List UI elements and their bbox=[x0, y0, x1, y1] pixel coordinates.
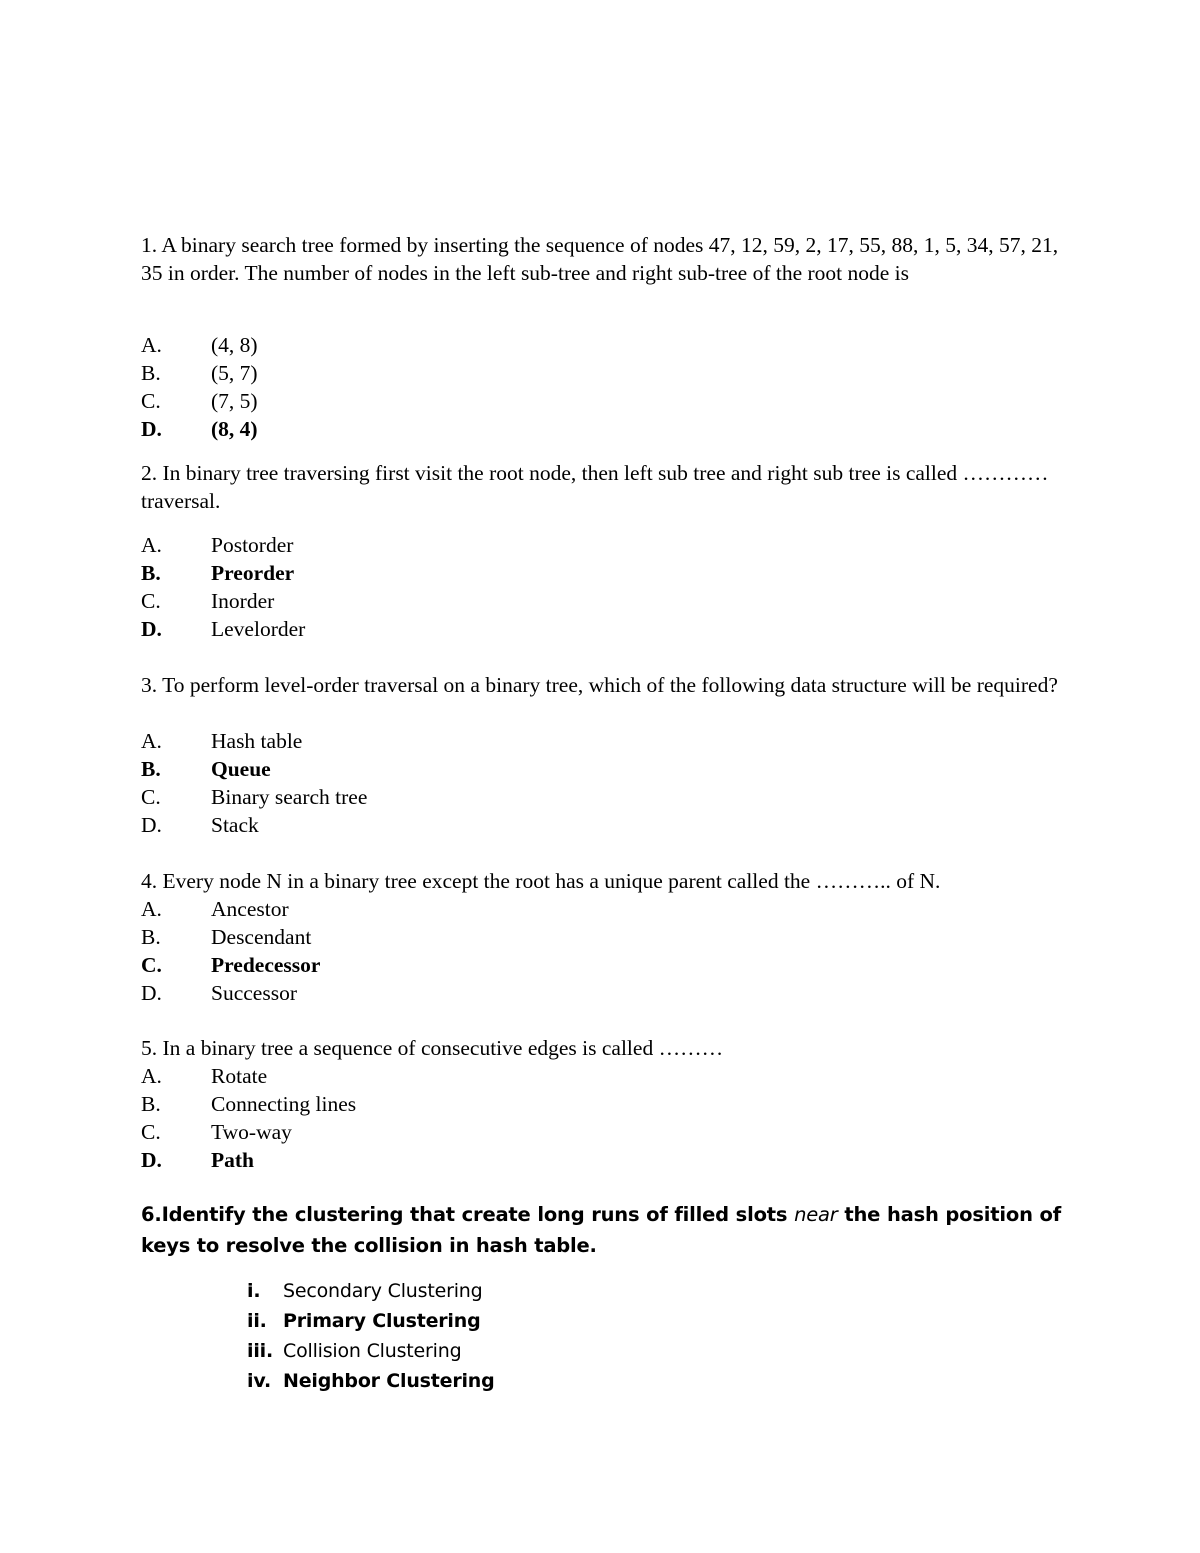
option-letter: C. bbox=[141, 589, 161, 613]
question-5-text: 5. In a binary tree a sequence of consecutive edges is called ……… bbox=[141, 1036, 724, 1060]
option-text: Connecting lines bbox=[211, 1092, 357, 1116]
option-text: (5, 7) bbox=[211, 361, 258, 385]
option-text: Collision Clustering bbox=[283, 1340, 462, 1362]
option-text: Hash table bbox=[211, 729, 303, 753]
option-text: Predecessor bbox=[211, 953, 321, 977]
question-6-option-ii bbox=[247, 1306, 847, 1336]
option-letter: B. bbox=[141, 925, 161, 949]
question-1-option-c bbox=[141, 387, 1041, 415]
option-letter: A. bbox=[141, 897, 162, 921]
option-numeral: iv. bbox=[247, 1370, 271, 1392]
option-letter: C. bbox=[141, 953, 162, 977]
option-letter: D. bbox=[141, 981, 162, 1005]
question-6-emphasis: near bbox=[794, 1203, 838, 1226]
option-text: Secondary Clustering bbox=[283, 1280, 483, 1302]
question-5-option-b bbox=[141, 1090, 1041, 1118]
question-3-option-b bbox=[141, 755, 1041, 783]
question-2-options bbox=[141, 531, 1041, 643]
option-letter: D. bbox=[141, 417, 162, 441]
question-2-option-a bbox=[141, 531, 1041, 559]
option-text: Rotate bbox=[211, 1064, 268, 1088]
question-3-text: 3. To perform level-order traversal on a binary tree, which of the following data structure will be required? bbox=[141, 673, 1058, 697]
option-letter: B. bbox=[141, 561, 161, 585]
question-6-text-after: the hash position of keys to resolve the collision in hash table. bbox=[141, 1203, 1061, 1257]
option-text: Descendant bbox=[211, 925, 312, 949]
option-letter: A. bbox=[141, 729, 162, 753]
option-text: Successor bbox=[211, 981, 297, 1005]
question-4-text: 4. Every node N in a binary tree except the root has a unique parent called the ……….. of N. bbox=[141, 869, 941, 893]
option-numeral: iii. bbox=[247, 1340, 273, 1362]
option-letter: C. bbox=[141, 389, 161, 413]
option-text: Path bbox=[211, 1148, 254, 1172]
option-text: Postorder bbox=[211, 533, 294, 557]
question-6-option-iii bbox=[247, 1336, 847, 1366]
question-2-option-d bbox=[141, 615, 1041, 643]
option-letter: B. bbox=[141, 1092, 161, 1116]
option-letter: D. bbox=[141, 1148, 162, 1172]
question-1-option-b bbox=[141, 359, 1041, 387]
option-text: Queue bbox=[211, 757, 271, 781]
option-text: (4, 8) bbox=[211, 333, 258, 357]
option-letter: D. bbox=[141, 813, 162, 837]
question-2-option-b bbox=[141, 559, 1041, 587]
option-letter: A. bbox=[141, 1064, 162, 1088]
question-3-option-d bbox=[141, 811, 1041, 839]
option-letter: C. bbox=[141, 785, 161, 809]
question-6-options bbox=[247, 1276, 847, 1396]
question-5-option-a bbox=[141, 1062, 1041, 1090]
option-text: (7, 5) bbox=[211, 389, 258, 413]
question-1-options bbox=[141, 331, 1041, 443]
question-5-option-d bbox=[141, 1146, 1041, 1174]
option-text: Ancestor bbox=[211, 897, 289, 921]
option-letter: A. bbox=[141, 333, 162, 357]
option-text: Levelorder bbox=[211, 617, 306, 641]
option-text: Neighbor Clustering bbox=[283, 1370, 495, 1392]
question-2-text: 2. In binary tree traversing first visit the root node, then left sub tree and right sub tree is called ………… traversal. bbox=[141, 461, 1049, 513]
question-1-option-d bbox=[141, 415, 1041, 443]
option-numeral: ii. bbox=[247, 1310, 267, 1332]
option-letter: C. bbox=[141, 1120, 161, 1144]
question-3-options bbox=[141, 727, 1041, 839]
option-text: (8, 4) bbox=[211, 417, 258, 441]
question-4-option-b bbox=[141, 923, 1041, 951]
question-3-option-a bbox=[141, 727, 1041, 755]
option-numeral: i. bbox=[247, 1280, 261, 1302]
question-5-option-c bbox=[141, 1118, 1041, 1146]
question-4-option-c bbox=[141, 951, 1041, 979]
question-1-option-a bbox=[141, 331, 1041, 359]
option-letter: B. bbox=[141, 757, 161, 781]
question-6-option-i bbox=[247, 1276, 847, 1306]
question-4-option-d bbox=[141, 979, 1041, 1007]
option-text: Two-way bbox=[211, 1120, 292, 1144]
question-3-option-c bbox=[141, 783, 1041, 811]
option-letter: A. bbox=[141, 533, 162, 557]
option-text: Binary search tree bbox=[211, 785, 368, 809]
option-letter: D. bbox=[141, 617, 162, 641]
option-letter: B. bbox=[141, 361, 161, 385]
question-6-text bbox=[141, 1199, 1061, 1261]
question-6-text-before: 6.Identify the clustering that create long runs of filled slots bbox=[141, 1203, 795, 1226]
question-2-option-c bbox=[141, 587, 1041, 615]
option-text: Primary Clustering bbox=[283, 1310, 481, 1332]
question-4-option-a bbox=[141, 895, 1041, 923]
option-text: Stack bbox=[211, 813, 259, 837]
question-1-text: 1. A binary search tree formed by inserting the sequence of nodes 47, 12, 59, 2, 17, 55, 88, 1, 5, 34, 57, 21, 35 in order. The number of nodes in the left sub-tree and right sub-tree of the root node is bbox=[141, 233, 1059, 285]
option-text: Preorder bbox=[211, 561, 295, 585]
question-6-option-iv bbox=[247, 1366, 847, 1396]
question-4-options bbox=[141, 895, 1041, 1007]
option-text: Inorder bbox=[211, 589, 275, 613]
question-5-options bbox=[141, 1062, 1041, 1174]
